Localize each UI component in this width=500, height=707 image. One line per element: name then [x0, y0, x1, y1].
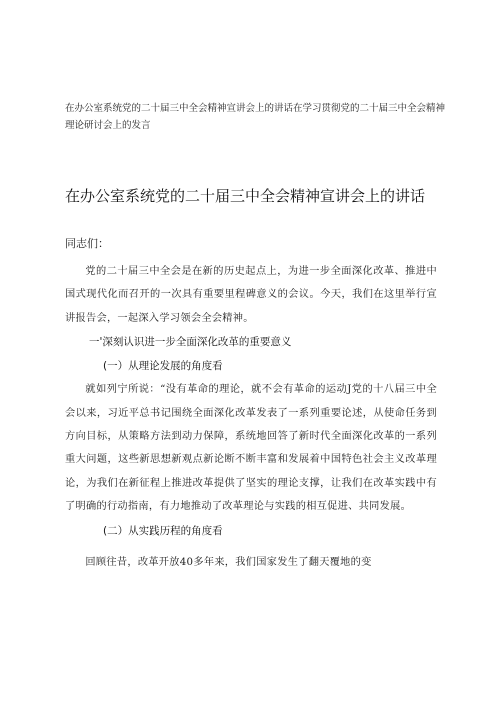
theory-paragraph: 就如列宁所说：“没有革命的理论，就不会有革命的运动J党的十八届三中全会以来，习近平总书记围绕全面深化改革发表了一系列重要论述，从使命任务到方向目标，从策略方法到动力保障，系统地回答了新时代全面深化改革的一系列重大问题，这些新思想新观点新论断不断丰富和发展着中国特色社会主义改革理论，为我们在新征程上推进改革提供了坚实的理论支撑，让我们在改革实践中有了明确的行动指南，有力地推动了改革理论与实践的相互促进、共同发展。 [65, 384, 437, 513]
paragraph-gap [65, 543, 437, 551]
subsection-heading-theory: (一）从理论发展的角度看 [103, 360, 223, 373]
practice-paragraph: 回顾往昔，改革开放40多年来，我们国家发生了翻天覆地的变 [85, 556, 372, 568]
speech-body [65, 260, 437, 574]
greeting: 同志们： [65, 237, 109, 250]
intro-paragraph: 党的二十届三中全会是在新的历史起点上，为进一步全面深化改革、推进中国式现代化而召开的一次具有重要里程碑意义的会议。今天，我们在这里举行宣讲报告会，一起深入学习领会全会精神。 [65, 266, 437, 324]
section-heading-1: 一'深刻认识进一步全面深化改革的重要意义 [89, 336, 292, 349]
subsection-heading-practice: (二）从实践历程的角度看 [103, 524, 223, 537]
speech-title: 在办公室系统党的二十届三中全会精神宣讲会上的讲话 [65, 187, 426, 205]
document-header-title: 在办公室系统党的二十届三中全会精神宣讲会上的讲话在学习贯彻党的二十届三中全会精神理论研讨会上的发言 [65, 103, 446, 131]
